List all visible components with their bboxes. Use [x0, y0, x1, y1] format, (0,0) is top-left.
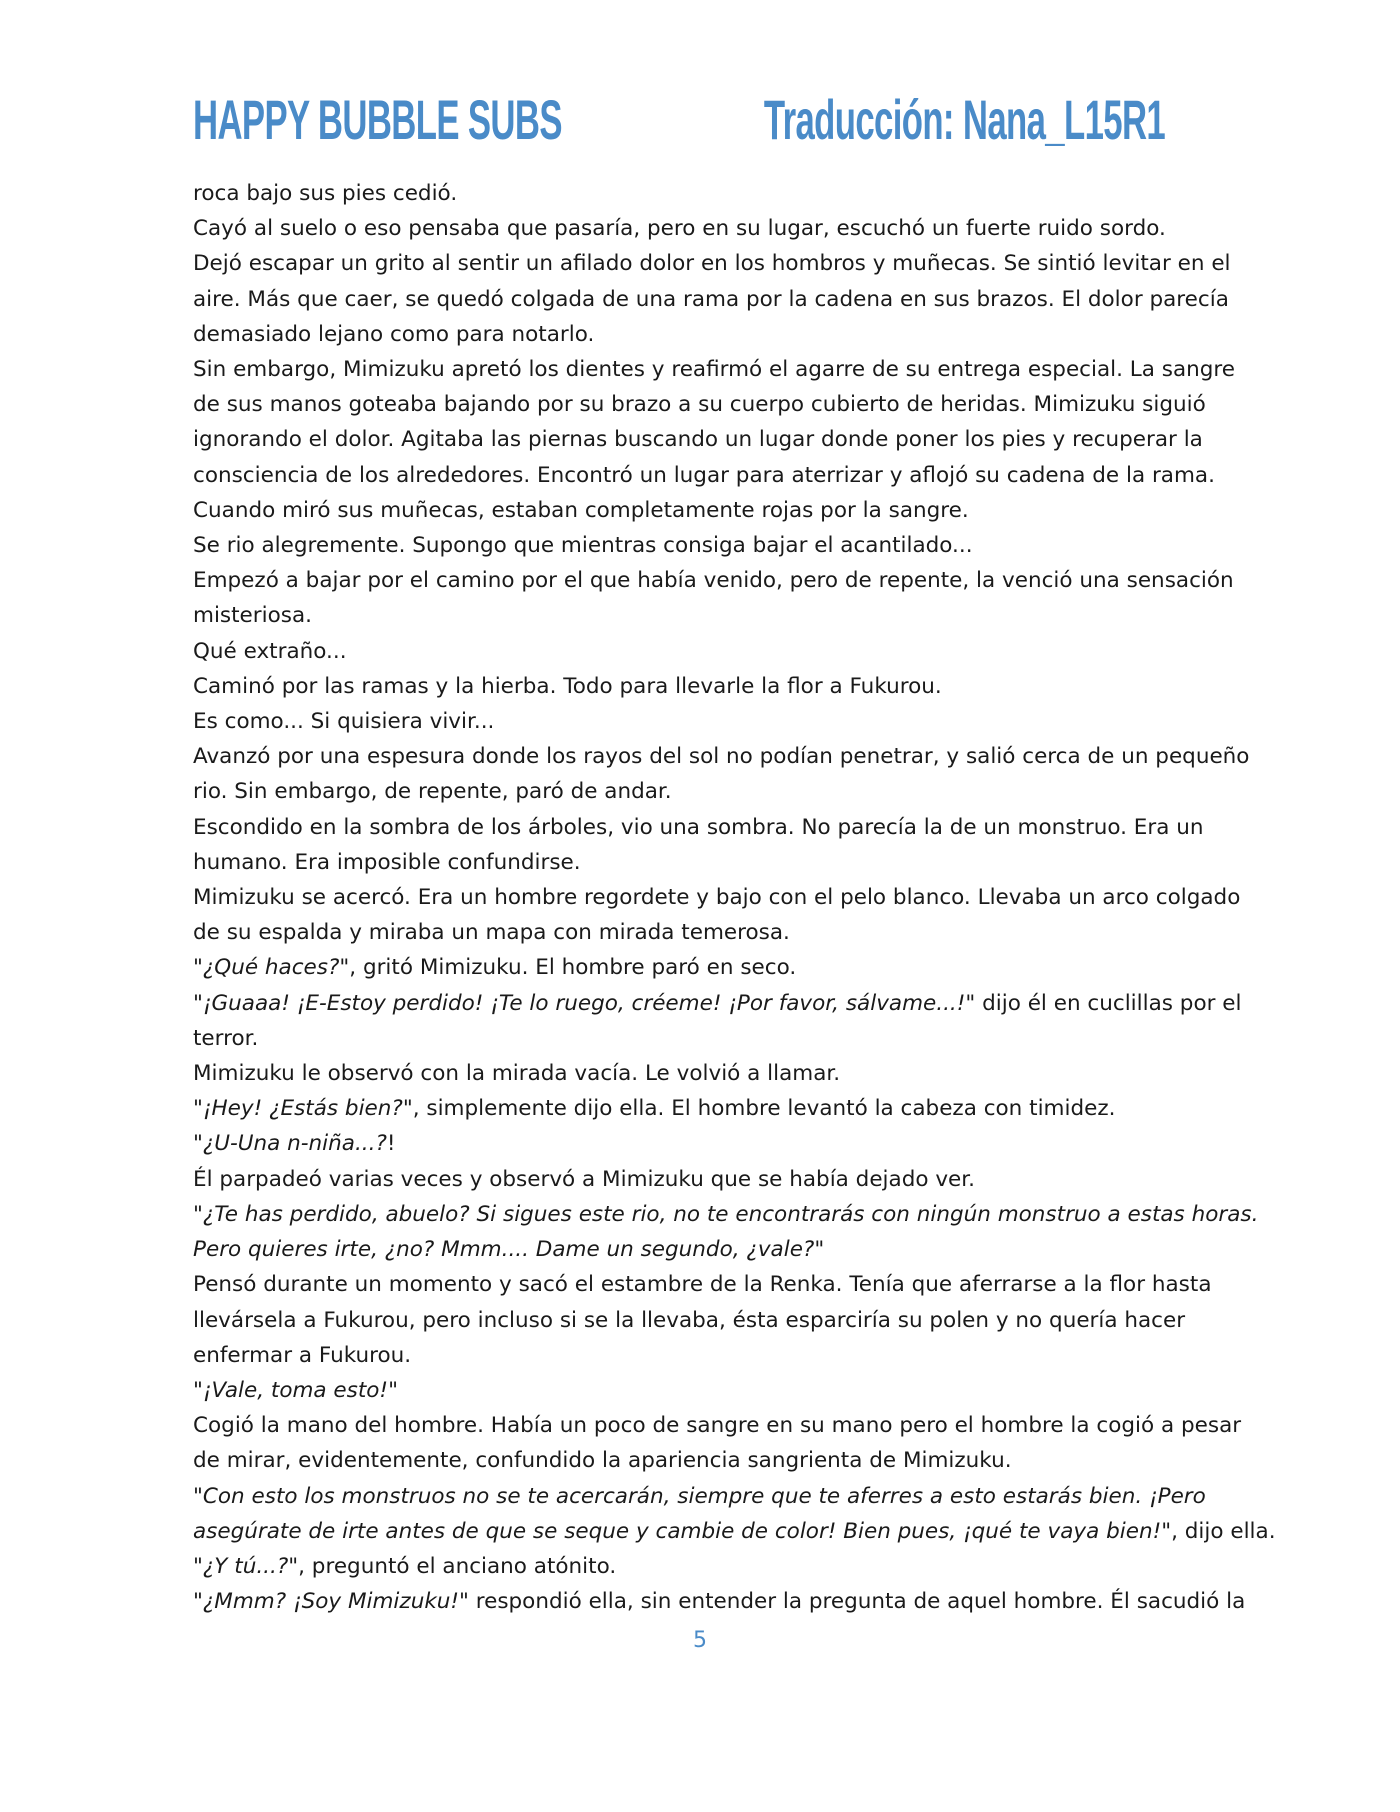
text-segment: " respondió ella, sin entender la pregunta de aquel hombre. Él sacudió la [459, 1589, 1246, 1615]
text-line [193, 774, 1203, 809]
text-line [193, 563, 1234, 598]
text-line [193, 458, 1215, 493]
text-segment: Escondido en la sombra de los árboles, vio una sombra. No parecía la de un monstruo. Era un [193, 814, 1204, 840]
text-line [193, 986, 1242, 1021]
text-segment: Empezó a bajar por el camino por el que había venido, pero de repente, la venció una sensación [193, 568, 1234, 594]
page-number: 5 [693, 1628, 707, 1653]
text-segment: Cayó al suelo o eso pensaba que pasaría, pero en su lugar, escuchó un fuerte ruido sordo. [193, 216, 1166, 242]
text-line [193, 176, 1203, 211]
text-segment: consciencia de los alrededores. Encontró un lugar para aterrizar y aflojó su cadena de la rama. [193, 462, 1215, 488]
text-segment: llevársela a Fukurou, pero incluso si se la llevaba, ésta esparciría su polen y no quería hacer [193, 1307, 1186, 1333]
text-line [193, 246, 1231, 281]
text-line [193, 1162, 1203, 1197]
text-segment: Caminó por las ramas y la hierba. Todo para llevarle la flor a Fukurou. [193, 673, 942, 699]
dialogue-italic: ¿U-Una n-niña...? [202, 1131, 387, 1157]
text-segment: Es como... Si quisiera vivir... [193, 709, 495, 735]
text-segment: " [193, 1096, 203, 1122]
dialogue-italic: Pero quieres irte, ¿no? Mmm.... Dame un segundo, ¿vale? [193, 1237, 815, 1263]
text-line [193, 1232, 1203, 1267]
dialogue-italic: ¿Te has perdido, abuelo? Si sigues este rio, no te encontrarás con ningún monstruo a estas horas. [202, 1201, 1259, 1227]
text-line [193, 845, 1203, 880]
header-translator-credit: Traducción: Nana_L15R1 [763, 88, 1165, 151]
dialogue-italic: ¿Y tú...? [202, 1553, 289, 1579]
text-line [193, 528, 1203, 563]
text-segment: enfermar a Fukurou. [193, 1342, 412, 1368]
text-line [193, 1303, 1203, 1338]
dialogue-italic: ¿Qué haces? [202, 955, 340, 981]
text-segment: demasiado lejano como para notarlo. [193, 321, 595, 347]
text-segment: " [193, 1377, 203, 1403]
text-line [193, 880, 1241, 915]
text-line [193, 1338, 1203, 1373]
text-line [193, 704, 1203, 739]
text-line [193, 1373, 1203, 1408]
text-line [193, 317, 1203, 352]
text-segment: " [193, 990, 203, 1016]
text-segment: Pensó durante un momento y sacó el estambre de la Renka. Tenía que aferrarse a la flor hasta [193, 1272, 1212, 1298]
text-line [193, 1408, 1242, 1443]
text-segment: roca bajo sus pies cedió. [193, 181, 458, 206]
text-line [193, 387, 1206, 422]
text-segment: " [193, 1483, 203, 1509]
text-segment: " [193, 1201, 203, 1227]
text-segment: de mirar, evidentemente, confundido la apariencia sangrienta de Mimizuku. [193, 1448, 1012, 1474]
text-segment: " [193, 955, 203, 981]
text-line [193, 1091, 1203, 1126]
text-line [193, 950, 1203, 985]
body-text [193, 176, 1276, 1619]
text-segment: aire. Más que caer, se quedó colgada de una rama por la cadena en sus brazos. El dolor parecía [193, 286, 1229, 312]
text-segment: ", gritó Mimizuku. El hombre paró en seco. [339, 955, 797, 981]
text-line [193, 211, 1203, 246]
text-segment: " [193, 1131, 203, 1157]
text-segment: " [388, 1377, 398, 1403]
text-line [193, 1443, 1203, 1478]
text-segment: misteriosa. [193, 603, 312, 629]
text-segment: humano. Era imposible confundirse. [193, 849, 581, 875]
text-segment: de sus manos goteaba bajando por su brazo a su cuerpo cubierto de heridas. Mimizuku siguió [193, 392, 1206, 418]
text-line [193, 598, 1203, 633]
text-segment: Sin embargo, Mimizuku apretó los dientes y reafirmó el agarre de su entrega especial. La sangre [193, 357, 1236, 383]
text-segment: ", preguntó el anciano atónito. [288, 1553, 617, 1579]
text-segment: " dijo él en cuclillas por el [965, 990, 1242, 1016]
text-line [193, 915, 1203, 950]
text-segment: Dejó escapar un grito al sentir un afilado dolor en los hombros y muñecas. Se sintió levitar en el [193, 251, 1231, 277]
text-segment: terror. [193, 1025, 259, 1051]
dialogue-italic: ¡Guaaa! ¡E-Estoy perdido! ¡Te lo ruego, créeme! ¡Por favor, sálvame...! [202, 990, 966, 1016]
text-segment: Él parpadeó varias veces y observó a Mimizuku que se había dejado ver. [193, 1166, 975, 1192]
text-segment: ", simplemente dijo ella. El hombre levantó la cabeza con timidez. [402, 1096, 1116, 1122]
text-segment: rio. Sin embargo, de repente, paró de andar. [193, 779, 672, 805]
text-line [193, 1197, 1259, 1232]
text-line [193, 1126, 1203, 1161]
text-segment: Mimizuku se acercó. Era un hombre regordete y bajo con el pelo blanco. Llevaba un arco colgado [193, 885, 1241, 911]
text-line [193, 669, 1203, 704]
text-line [193, 810, 1203, 845]
text-line [193, 634, 1203, 669]
text-line [193, 1479, 1206, 1514]
dialogue-italic: ¡Hey! ¿Estás bien? [202, 1096, 403, 1122]
text-line [193, 1056, 1203, 1091]
header-group-name: HAPPY BUBBLE SUBS [193, 88, 562, 151]
dialogue-italic: asegúrate de irte antes de que se seque y cambie de color! Bien pues, ¡qué te vaya bien! [193, 1518, 1162, 1544]
text-segment: ", dijo ella. [1161, 1518, 1276, 1544]
text-line [193, 1584, 1246, 1619]
text-line [193, 493, 1203, 528]
page-header [193, 80, 1193, 160]
text-line [193, 1514, 1276, 1549]
text-segment: " [814, 1237, 825, 1263]
dialogue-italic: ¿Mmm? ¡Soy Mimizuku! [202, 1589, 460, 1615]
text-segment: " [193, 1589, 203, 1615]
text-line [193, 422, 1203, 457]
text-segment: Cuando miró sus muñecas, estaban completamente rojas por la sangre. [193, 497, 969, 523]
text-line [193, 739, 1250, 774]
text-line [193, 1021, 1203, 1056]
dialogue-italic: Con esto los monstruos no se te acercarán, siempre que te aferres a esto estarás bien. ¡Pero [202, 1483, 1206, 1509]
text-segment: ! [386, 1131, 396, 1157]
text-segment: " [193, 1553, 203, 1579]
text-segment: Se rio alegremente. Supongo que mientras consiga bajar el acantilado... [193, 533, 973, 559]
text-line [193, 282, 1229, 317]
text-segment: Avanzó por una espesura donde los rayos del sol no podían penetrar, y salió cerca de un pequeño [193, 744, 1250, 770]
text-line [193, 1267, 1212, 1302]
text-segment: Mimizuku le observó con la mirada vacía. Le volvió a llamar. [193, 1061, 841, 1087]
dialogue-italic: ¡Vale, toma esto! [202, 1377, 389, 1403]
text-segment: Cogió la mano del hombre. Había un poco de sangre en su mano pero el hombre la cogió a pesar [193, 1413, 1242, 1439]
text-segment: ignorando el dolor. Agitaba las piernas buscando un lugar donde poner los pies y recuperar la [193, 427, 1203, 453]
text-segment: de su espalda y miraba un mapa con mirada temerosa. [193, 920, 790, 946]
text-line [193, 1549, 1203, 1584]
text-segment: Qué extraño... [193, 638, 347, 664]
text-line [193, 352, 1236, 387]
